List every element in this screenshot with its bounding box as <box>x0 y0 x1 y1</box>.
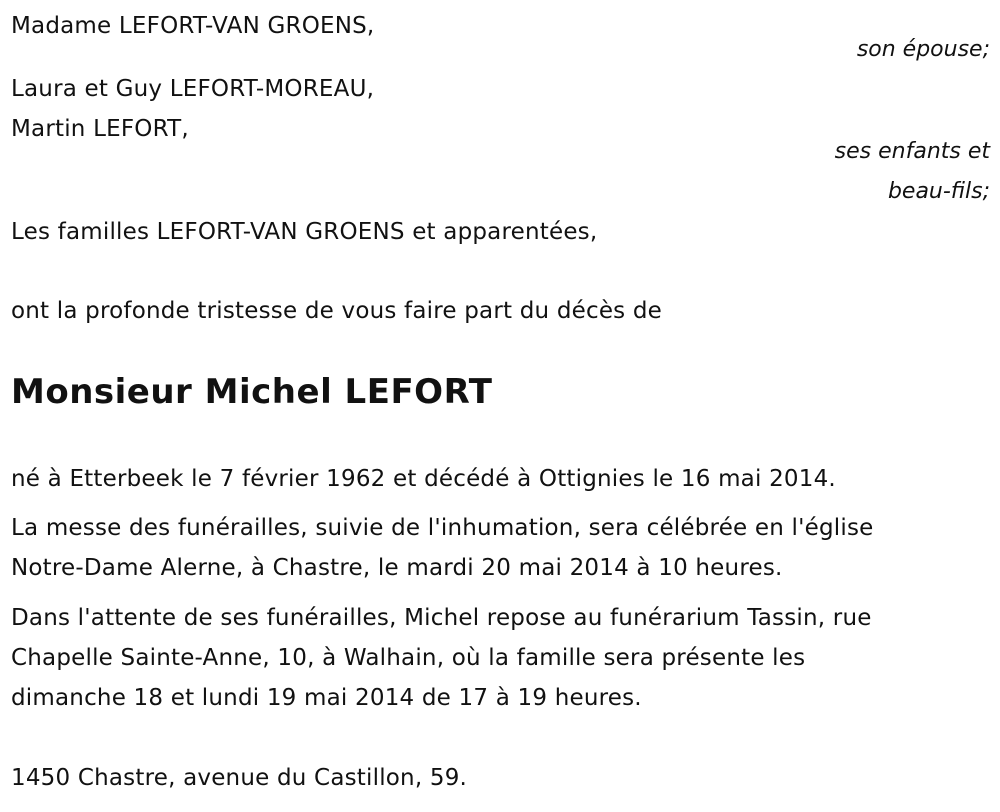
children-role-line-1: ses enfants et <box>834 139 990 164</box>
announcement-text: ont la profonde tristesse de vous faire part du décès de <box>11 298 663 324</box>
birth-death-line: né à Etterbeek le 7 février 1962 et décédé à Ottignies le 16 mai 2014. <box>11 466 836 492</box>
families-line: Les familles LEFORT-VAN GROENS et apparentées, <box>11 219 598 245</box>
spouse-role: son épouse; <box>856 37 990 62</box>
child-name-1: Laura et Guy LEFORT-MOREAU, <box>11 76 375 102</box>
spouse-name: Madame LEFORT-VAN GROENS, <box>11 13 375 39</box>
funeral-line-2: Notre-Dame Alerne, à Chastre, le mardi 20 mai 2014 à 10 heures. <box>11 555 783 581</box>
deceased-name: Monsieur Michel LEFORT <box>11 372 493 412</box>
funeral-line-1: La messe des funérailles, suivie de l'inhumation, sera célébrée en l'église <box>11 515 874 541</box>
child-name-2: Martin LEFORT, <box>11 116 189 142</box>
visitation-line-2: Chapelle Sainte-Anne, 10, à Walhain, où la famille sera présente les <box>11 645 806 671</box>
children-role-line-2: beau-fils; <box>887 179 990 204</box>
visitation-line-3: dimanche 18 et lundi 19 mai 2014 de 17 à 19 heures. <box>11 685 642 711</box>
address-line: 1450 Chastre, avenue du Castillon, 59. <box>11 765 468 791</box>
visitation-line-1: Dans l'attente de ses funérailles, Michel repose au funérarium Tassin, rue <box>11 605 872 631</box>
